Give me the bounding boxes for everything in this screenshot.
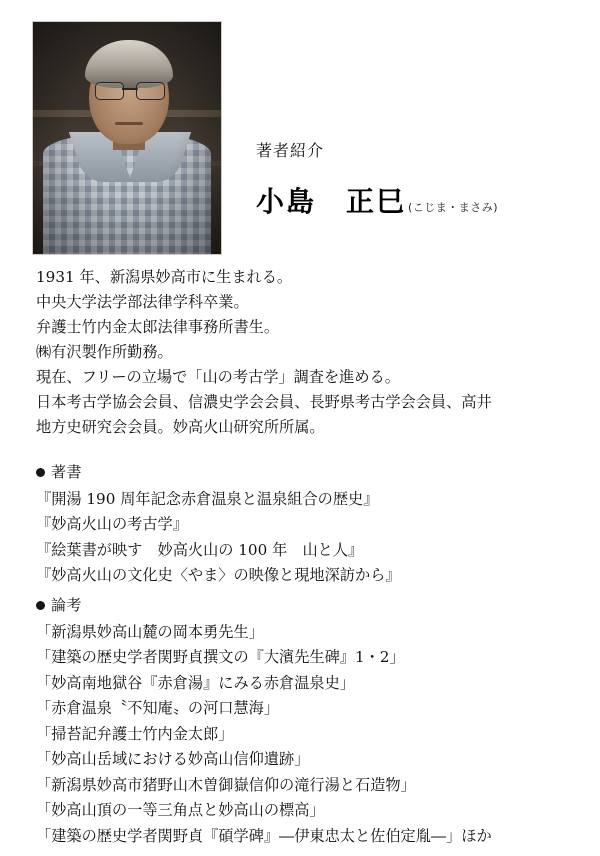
bio-line: 日本考古学協会会員、信濃史学会会員、長野県考古学会会員、高井 bbox=[36, 393, 492, 411]
bullet-icon bbox=[36, 468, 45, 477]
list-item: 「掃苔記弁護士竹内金太郎」 bbox=[36, 724, 234, 743]
author-name-reading: (こじま・まさみ) bbox=[408, 201, 499, 214]
bio-line: 地方史研究会会員。妙高火山研究所所属。 bbox=[36, 418, 325, 436]
list-item: 「赤倉温泉〝不知庵〟の河口慧海」 bbox=[36, 699, 279, 717]
list-item: 「妙高山岳域における妙高山信仰遺跡」 bbox=[36, 750, 310, 768]
portrait-vignette bbox=[33, 22, 221, 254]
list-item: 『妙高火山の考古学』 bbox=[36, 515, 188, 533]
list-item: 「新潟県妙高市猪野山木曽御嶽信仰の滝行湯と石造物」 bbox=[36, 775, 416, 794]
section-label-author-intro: 著者紹介 bbox=[256, 141, 325, 160]
author-name-line bbox=[256, 180, 498, 220]
list-item: 「妙高山頂の一等三角点と妙高山の標高」 bbox=[36, 801, 325, 819]
list-item: 「建築の歴史学者関野貞『碩学碑』―伊東忠太と佐伯定胤―」ほか bbox=[36, 826, 492, 845]
list-item: 「妙高南地獄谷『赤倉湯』にみる赤倉温泉史」 bbox=[36, 673, 355, 692]
list-item: 『絵葉書が映す 妙高火山の 100 年 山と人』 bbox=[36, 540, 364, 559]
section-books bbox=[36, 460, 576, 589]
section-essays-title: 論考 bbox=[51, 596, 83, 614]
bio-line: 弁護士竹内金太郎法律事務所書生。 bbox=[36, 318, 279, 336]
section-books-title: 著書 bbox=[51, 463, 83, 481]
bio-line: 現在、フリーの立場で「山の考古学」調査を進める。 bbox=[36, 368, 400, 386]
list-item: 「新潟県妙高山麓の岡本勇先生」 bbox=[36, 622, 264, 641]
bio-line: 中央大学法学部法律学科卒業。 bbox=[36, 293, 249, 311]
section-books-header bbox=[36, 460, 576, 486]
author-name: 小島 正巳 bbox=[256, 185, 407, 218]
bullet-icon bbox=[36, 601, 45, 610]
section-essays bbox=[36, 593, 576, 849]
author-portrait bbox=[33, 22, 221, 254]
list-item: 「建築の歴史学者関野貞撰文の『大濱先生碑』1・2」 bbox=[36, 648, 405, 666]
list-item: 『開湯 190 周年記念赤倉温泉と温泉組合の歴史』 bbox=[36, 489, 379, 508]
list-item: 『妙高火山の文化史〈やま〉の映像と現地深訪から』 bbox=[36, 566, 401, 584]
bio-line: 1931 年、新潟県妙高市に生まれる。 bbox=[36, 268, 293, 286]
bio-line: ㈱有沢製作所勤務。 bbox=[36, 343, 173, 361]
author-biography bbox=[36, 265, 568, 440]
section-essays-header bbox=[36, 593, 576, 619]
